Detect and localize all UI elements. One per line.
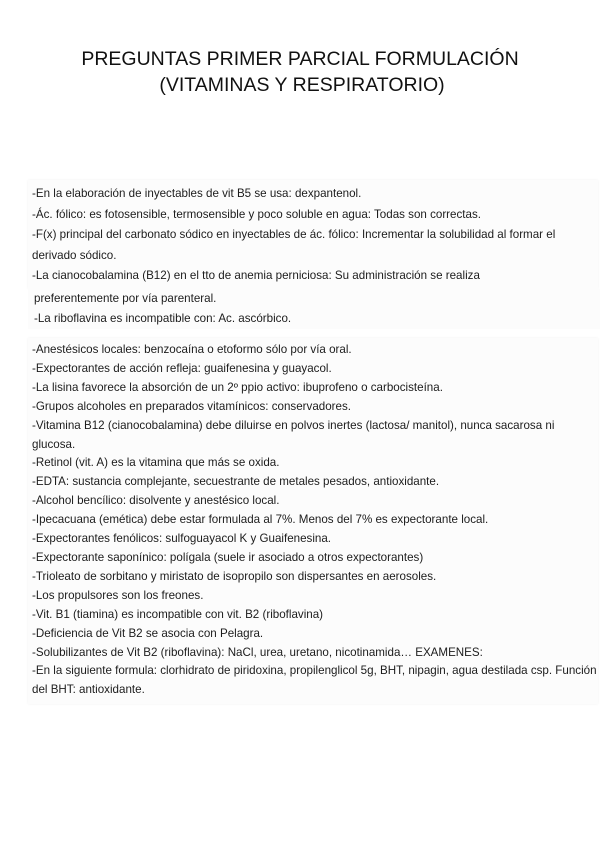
note-line: -Alcohol bencílico: disolvente y anestésico local. (32, 494, 280, 508)
note-line: -La lisina favorece la absorción de un 2º ppio activo: ibuprofeno o carbocisteína. (32, 380, 443, 394)
page-title-line-1: PREGUNTAS PRIMER PARCIAL FORMULACIÓN (81, 48, 519, 70)
note-line: -Retinol (vit. A) es la vitamina que más se oxida. (32, 456, 280, 470)
note-line: -Ipecacuana (emética) debe estar formulada al 7%. Menos del 7% es expectorante local. (32, 513, 489, 527)
note-line: -La cianocobalamina (B12) en el tto de anemia perniciosa: Su administración se realiza (32, 269, 480, 282)
notes-block-1 (28, 180, 598, 289)
note-line: -Vitamina B12 (cianocobalamina) debe diluirse en polvos inertes (lactosa/ manitol), nunca sacarosa ni glucosa. (32, 418, 555, 451)
note-line: -Deficiencia de Vit B2 se asocia con Pelagra. (32, 626, 264, 640)
note-line: -Vit. B1 (tiamina) es incompatible con vit. B2 (riboflavina) (32, 607, 324, 621)
notes-block-2 (28, 289, 600, 329)
note-line: -Los propulsores son los freones. (32, 588, 204, 602)
note-line: -Expectorantes de acción refleja: guaifenesina y guayacol. (32, 361, 332, 375)
note-line: -En la elaboración de inyectables de vit B5 se usa: dexpantenol. (32, 187, 362, 200)
note-line: -EDTA: sustancia complejante, secuestrante de metales pesados, antioxidante. (32, 475, 440, 489)
page-title-line-2: (VITAMINAS Y RESPIRATORIO) (159, 74, 445, 96)
note-line: -Anestésicos locales: benzocaína o etoformo sólo por vía oral. (32, 343, 352, 356)
note-line: -Grupos alcoholes en preparados vitamínicos: conservadores. (32, 399, 351, 413)
note-line: -F(x) principal del carbonato sódico en inyectables de ác. fólico: Incrementar la solubilidad al formar el derivado sódico. (32, 228, 556, 262)
notes-block-3 (28, 338, 598, 704)
note-line: preferentemente por vía parenteral. (34, 292, 217, 305)
note-line: -Ác. fólico: es fotosensible, termosensible y poco soluble en agua: Todas son correctas. (32, 207, 481, 221)
note-line: -Solubilizantes de Vit B2 (riboflavina): NaCl, urea, uretano, nicotinamida… EXAMENES: (32, 645, 483, 659)
note-line: -Trioleato de sorbitano y miristato de isopropilo son dispersantes en aerosoles. (32, 569, 437, 583)
note-line: -Expectorantes fenólicos: sulfoguayacol K y Guaifenesina. (32, 532, 332, 546)
note-line: -La riboflavina es incompatible con: Ac. ascórbico. (34, 312, 292, 325)
note-line: -Expectorante saponínico: polígala (suele ir asociado a otros expectorantes) (32, 550, 424, 564)
note-line: -En la siguiente formula: clorhidrato de piridoxina, propilenglicol 5g, BHT, nipagin, agua destilada csp. Función del BHT: antioxidante. (32, 664, 597, 697)
page-title (0, 46, 600, 98)
